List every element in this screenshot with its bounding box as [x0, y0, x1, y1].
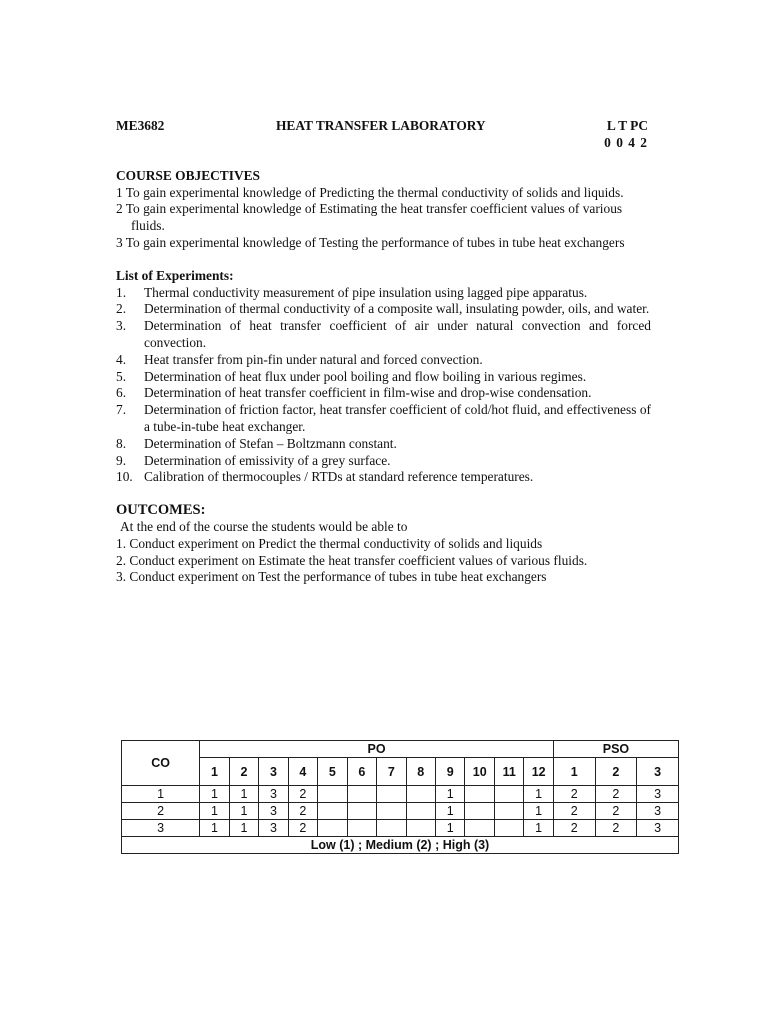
outcome-item: 1. Conduct experiment on Predict the thermal conductivity of solids and liquids	[116, 535, 543, 551]
po-column-header: 3	[259, 758, 288, 786]
experiment-text: Determination of emissivity of a grey surface.	[144, 452, 391, 468]
ltpc-values: 0 0 4 2	[604, 135, 648, 150]
experiment-item	[116, 402, 651, 436]
po-cell: 1	[524, 820, 553, 837]
po-cell: 1	[436, 786, 465, 803]
po-cell: 2	[288, 786, 317, 803]
experiment-item	[116, 469, 651, 486]
outcomes-heading: OUTCOMES:	[116, 502, 206, 519]
po-cell	[347, 803, 376, 820]
experiment-number: 8.	[116, 435, 127, 451]
po-cell	[494, 820, 523, 837]
po-column-header: 9	[436, 758, 465, 786]
experiment-text: Determination of Stefan – Boltzmann constant.	[144, 435, 397, 451]
po-column-header: 1	[200, 758, 229, 786]
outcomes-intro: At the end of the course the students would be able to	[120, 518, 408, 534]
experiment-number: 10.	[116, 469, 133, 485]
experiment-text: Calibration of thermocouples / RTDs at standard reference temperatures.	[144, 469, 534, 485]
po-cell	[494, 786, 523, 803]
po-cell: 1	[229, 820, 258, 837]
course-code: ME3682	[116, 118, 165, 133]
experiment-text: Determination of thermal conductivity of a composite wall, insulating powder, oils, and water.	[144, 301, 650, 317]
experiments-list	[116, 285, 651, 487]
experiment-number: 7.	[116, 402, 127, 418]
experiment-item	[116, 352, 651, 369]
po-cell	[318, 820, 347, 837]
pso-cell: 2	[553, 803, 595, 820]
po-column-header: 5	[318, 758, 347, 786]
experiment-number: 6.	[116, 385, 127, 401]
pso-cell: 2	[595, 786, 637, 803]
po-column-header: 2	[229, 758, 258, 786]
course-header	[116, 118, 651, 135]
pso-column-header: 2	[595, 758, 637, 786]
experiments-heading: List of Experiments:	[116, 267, 234, 283]
co-cell: 1	[122, 786, 200, 803]
experiment-item	[116, 385, 651, 402]
po-cell: 1	[200, 786, 229, 803]
experiment-number: 3.	[116, 318, 127, 334]
po-cell: 1	[436, 820, 465, 837]
po-cell	[465, 803, 494, 820]
co-po-mapping-table	[121, 740, 679, 854]
po-cell: 3	[259, 820, 288, 837]
experiment-text: Determination of heat flux under pool boiling and flow boiling in various regimes.	[144, 368, 587, 384]
po-cell	[347, 820, 376, 837]
experiment-item	[116, 318, 651, 352]
po-cell	[465, 820, 494, 837]
po-cell	[318, 786, 347, 803]
pso-cell: 3	[637, 803, 679, 820]
experiment-text: Determination of friction factor, heat transfer coefficient of cold/hot fluid, and effectiveness of a tube-in-tube heat exchanger.	[144, 402, 651, 434]
experiment-number: 2.	[116, 301, 127, 317]
po-cell: 3	[259, 803, 288, 820]
table-row	[122, 820, 679, 837]
co-cell: 2	[122, 803, 200, 820]
experiment-number: 1.	[116, 284, 127, 300]
objective-item: 3 To gain experimental knowledge of Testing the performance of tubes in tube heat exchangers	[116, 234, 625, 250]
experiment-text: Determination of heat transfer coefficient of air under natural convection and forced convection.	[144, 318, 651, 350]
po-cell	[377, 820, 406, 837]
experiment-number: 9.	[116, 452, 127, 468]
table-row	[122, 786, 679, 803]
experiment-item	[116, 369, 651, 386]
po-cell: 1	[229, 786, 258, 803]
outcome-item: 2. Conduct experiment on Estimate the heat transfer coefficient values of various fluids.	[116, 552, 588, 568]
pso-cell: 2	[553, 786, 595, 803]
po-cell	[406, 803, 435, 820]
pso-cell: 2	[553, 820, 595, 837]
co-header: CO	[122, 741, 200, 786]
pso-column-header: 3	[637, 758, 679, 786]
experiment-text: Determination of heat transfer coefficient in film-wise and drop-wise condensation.	[144, 385, 592, 401]
objective-item: 1 To gain experimental knowledge of Predicting the thermal conductivity of solids and liquids.	[116, 184, 624, 200]
po-column-header: 6	[347, 758, 376, 786]
po-cell: 1	[436, 803, 465, 820]
experiment-number: 5.	[116, 368, 127, 384]
pso-cell: 2	[595, 820, 637, 837]
experiment-text: Heat transfer from pin-fin under natural and forced convection.	[144, 351, 483, 367]
po-cell: 2	[288, 803, 317, 820]
legend-text: Low (1) ; Medium (2) ; High (3)	[122, 837, 679, 854]
pso-header: PSO	[553, 741, 678, 758]
outcome-item: 3. Conduct experiment on Test the performance of tubes in tube heat exchangers	[116, 569, 547, 585]
po-cell	[347, 786, 376, 803]
po-cell	[377, 803, 406, 820]
legend-row	[122, 837, 679, 854]
column-number-row	[122, 758, 679, 786]
po-column-header: 8	[406, 758, 435, 786]
experiment-text: Thermal conductivity measurement of pipe insulation using lagged pipe apparatus.	[144, 284, 588, 300]
pso-cell: 3	[637, 786, 679, 803]
objectives-list	[116, 185, 651, 252]
objectives-heading: COURSE OBJECTIVES	[116, 167, 260, 183]
po-cell: 2	[288, 820, 317, 837]
po-column-header: 12	[524, 758, 553, 786]
po-header: PO	[200, 741, 554, 758]
mapping-rows	[122, 786, 679, 837]
po-cell: 3	[259, 786, 288, 803]
course-title: HEAT TRANSFER LABORATORY	[276, 118, 486, 133]
table-row	[122, 803, 679, 820]
po-cell	[465, 786, 494, 803]
po-cell	[318, 803, 347, 820]
pso-cell: 2	[595, 803, 637, 820]
ltpc-label: L T PC	[606, 118, 648, 133]
po-cell: 1	[200, 820, 229, 837]
objective-item: 2 To gain experimental knowledge of Estimating the heat transfer coefficient values of various fluids.	[116, 201, 623, 234]
co-cell: 3	[122, 820, 200, 837]
experiment-item	[116, 436, 651, 453]
experiment-number: 4.	[116, 351, 127, 367]
po-cell	[377, 786, 406, 803]
po-column-header: 10	[465, 758, 494, 786]
experiment-item	[116, 285, 651, 302]
syllabus-page	[116, 118, 651, 586]
po-column-header: 7	[377, 758, 406, 786]
po-cell	[494, 803, 523, 820]
po-cell: 1	[229, 803, 258, 820]
po-cell: 1	[200, 803, 229, 820]
experiment-item	[116, 301, 651, 318]
po-cell	[406, 820, 435, 837]
pso-column-header: 1	[553, 758, 595, 786]
po-cell: 1	[524, 786, 553, 803]
po-cell: 1	[524, 803, 553, 820]
pso-cell: 3	[637, 820, 679, 837]
po-cell	[406, 786, 435, 803]
co-po-mapping-table-wrapper	[121, 740, 679, 854]
experiment-item	[116, 453, 651, 470]
po-column-header: 11	[494, 758, 523, 786]
po-column-header: 4	[288, 758, 317, 786]
